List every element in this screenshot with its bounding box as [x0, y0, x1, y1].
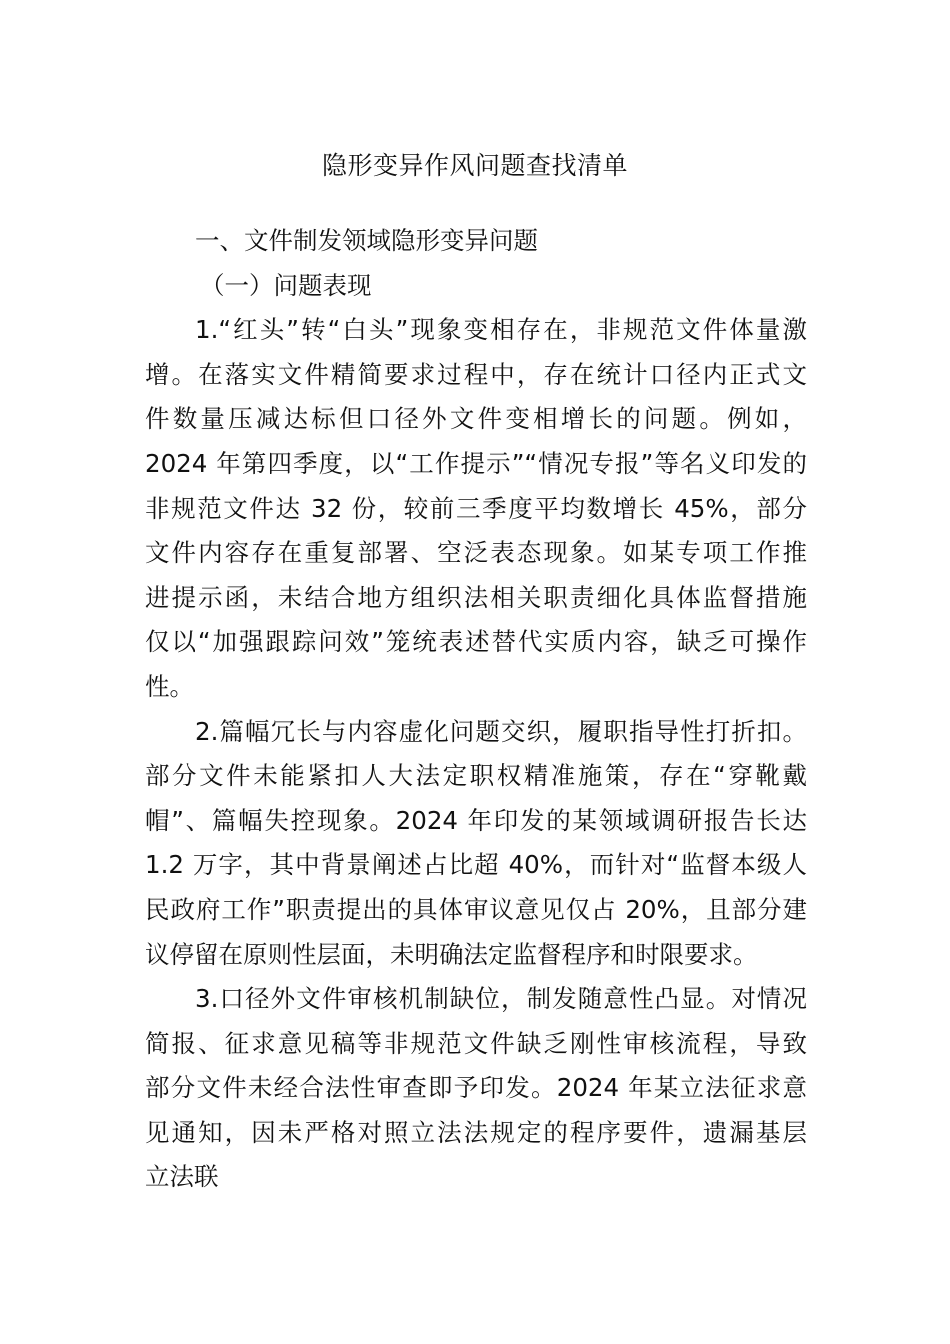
paragraph-line: 简报、征求意见稿等非规范文件缺乏刚性审核流程，导致 [145, 1028, 807, 1058]
document-body [145, 219, 807, 1200]
paragraph-line: 2024 年第四季度，以“工作提示”“情况专报”等名义印发的 [145, 448, 807, 478]
section-heading: 一、文件制发领域隐形变异问题 [195, 226, 538, 255]
paragraph-line: 部分文件未经合法性审查即予印发。2024 年某立法征求意 [145, 1073, 807, 1103]
paragraph-line: 件数量压减达标但口径外文件变相增长的问题。例如， [145, 404, 807, 434]
paragraph-line: 民政府工作”职责提出的具体审议意见仅占 20%，且部分建 [145, 894, 807, 924]
paragraph-line: 文件内容存在重复部署、空泛表态现象。如某专项工作推 [145, 538, 807, 568]
paragraph-line: 性。 [145, 671, 194, 701]
paragraph-2 [145, 710, 807, 978]
paragraph-line: 1.2 万字，其中背景阐述占比超 40%，而针对“监督本级人 [145, 850, 807, 880]
paragraph-line: 2.篇幅冗长与内容虚化问题交织，履职指导性打折扣。 [195, 716, 807, 746]
paragraph-line: 3.口径外文件审核机制缺位，制发随意性凸显。对情况 [195, 984, 807, 1014]
paragraph-line: 进提示函，未结合地方组织法相关职责细化具体监督措施 [145, 582, 807, 612]
paragraph-line: 非规范文件达 32 份，较前三季度平均数增长 45%，部分 [145, 493, 807, 523]
paragraph-line: 增。在落实文件精简要求过程中，存在统计口径内正式文 [145, 359, 807, 389]
paragraph-line: 见通知，因未严格对照立法法规定的程序要件，遗漏基层 [145, 1117, 807, 1147]
paragraph-line: 立法联 [145, 1162, 219, 1192]
paragraph-3 [145, 977, 807, 1200]
paragraph-line: 议停留在原则性层面，未明确法定监督程序和时限要求。 [145, 939, 758, 969]
paragraph-line: 部分文件未能紧扣人大法定职权精准施策，存在“穿靴戴 [145, 761, 807, 791]
paragraph-line: 帽”、篇幅失控现象。2024 年印发的某领域调研报告长达 [145, 805, 807, 835]
paragraph-1 [145, 308, 807, 709]
subsection-heading: （一）问题表现 [200, 270, 372, 300]
paragraph-line: 1.“红头”转“白头”现象变相存在，非规范文件体量激 [195, 315, 807, 345]
paragraph-line: 仅以“加强跟踪问效”笼统表述替代实质内容，缺乏可操作 [145, 627, 807, 657]
document-title: 隐形变异作风问题查找清单 [321, 151, 628, 180]
